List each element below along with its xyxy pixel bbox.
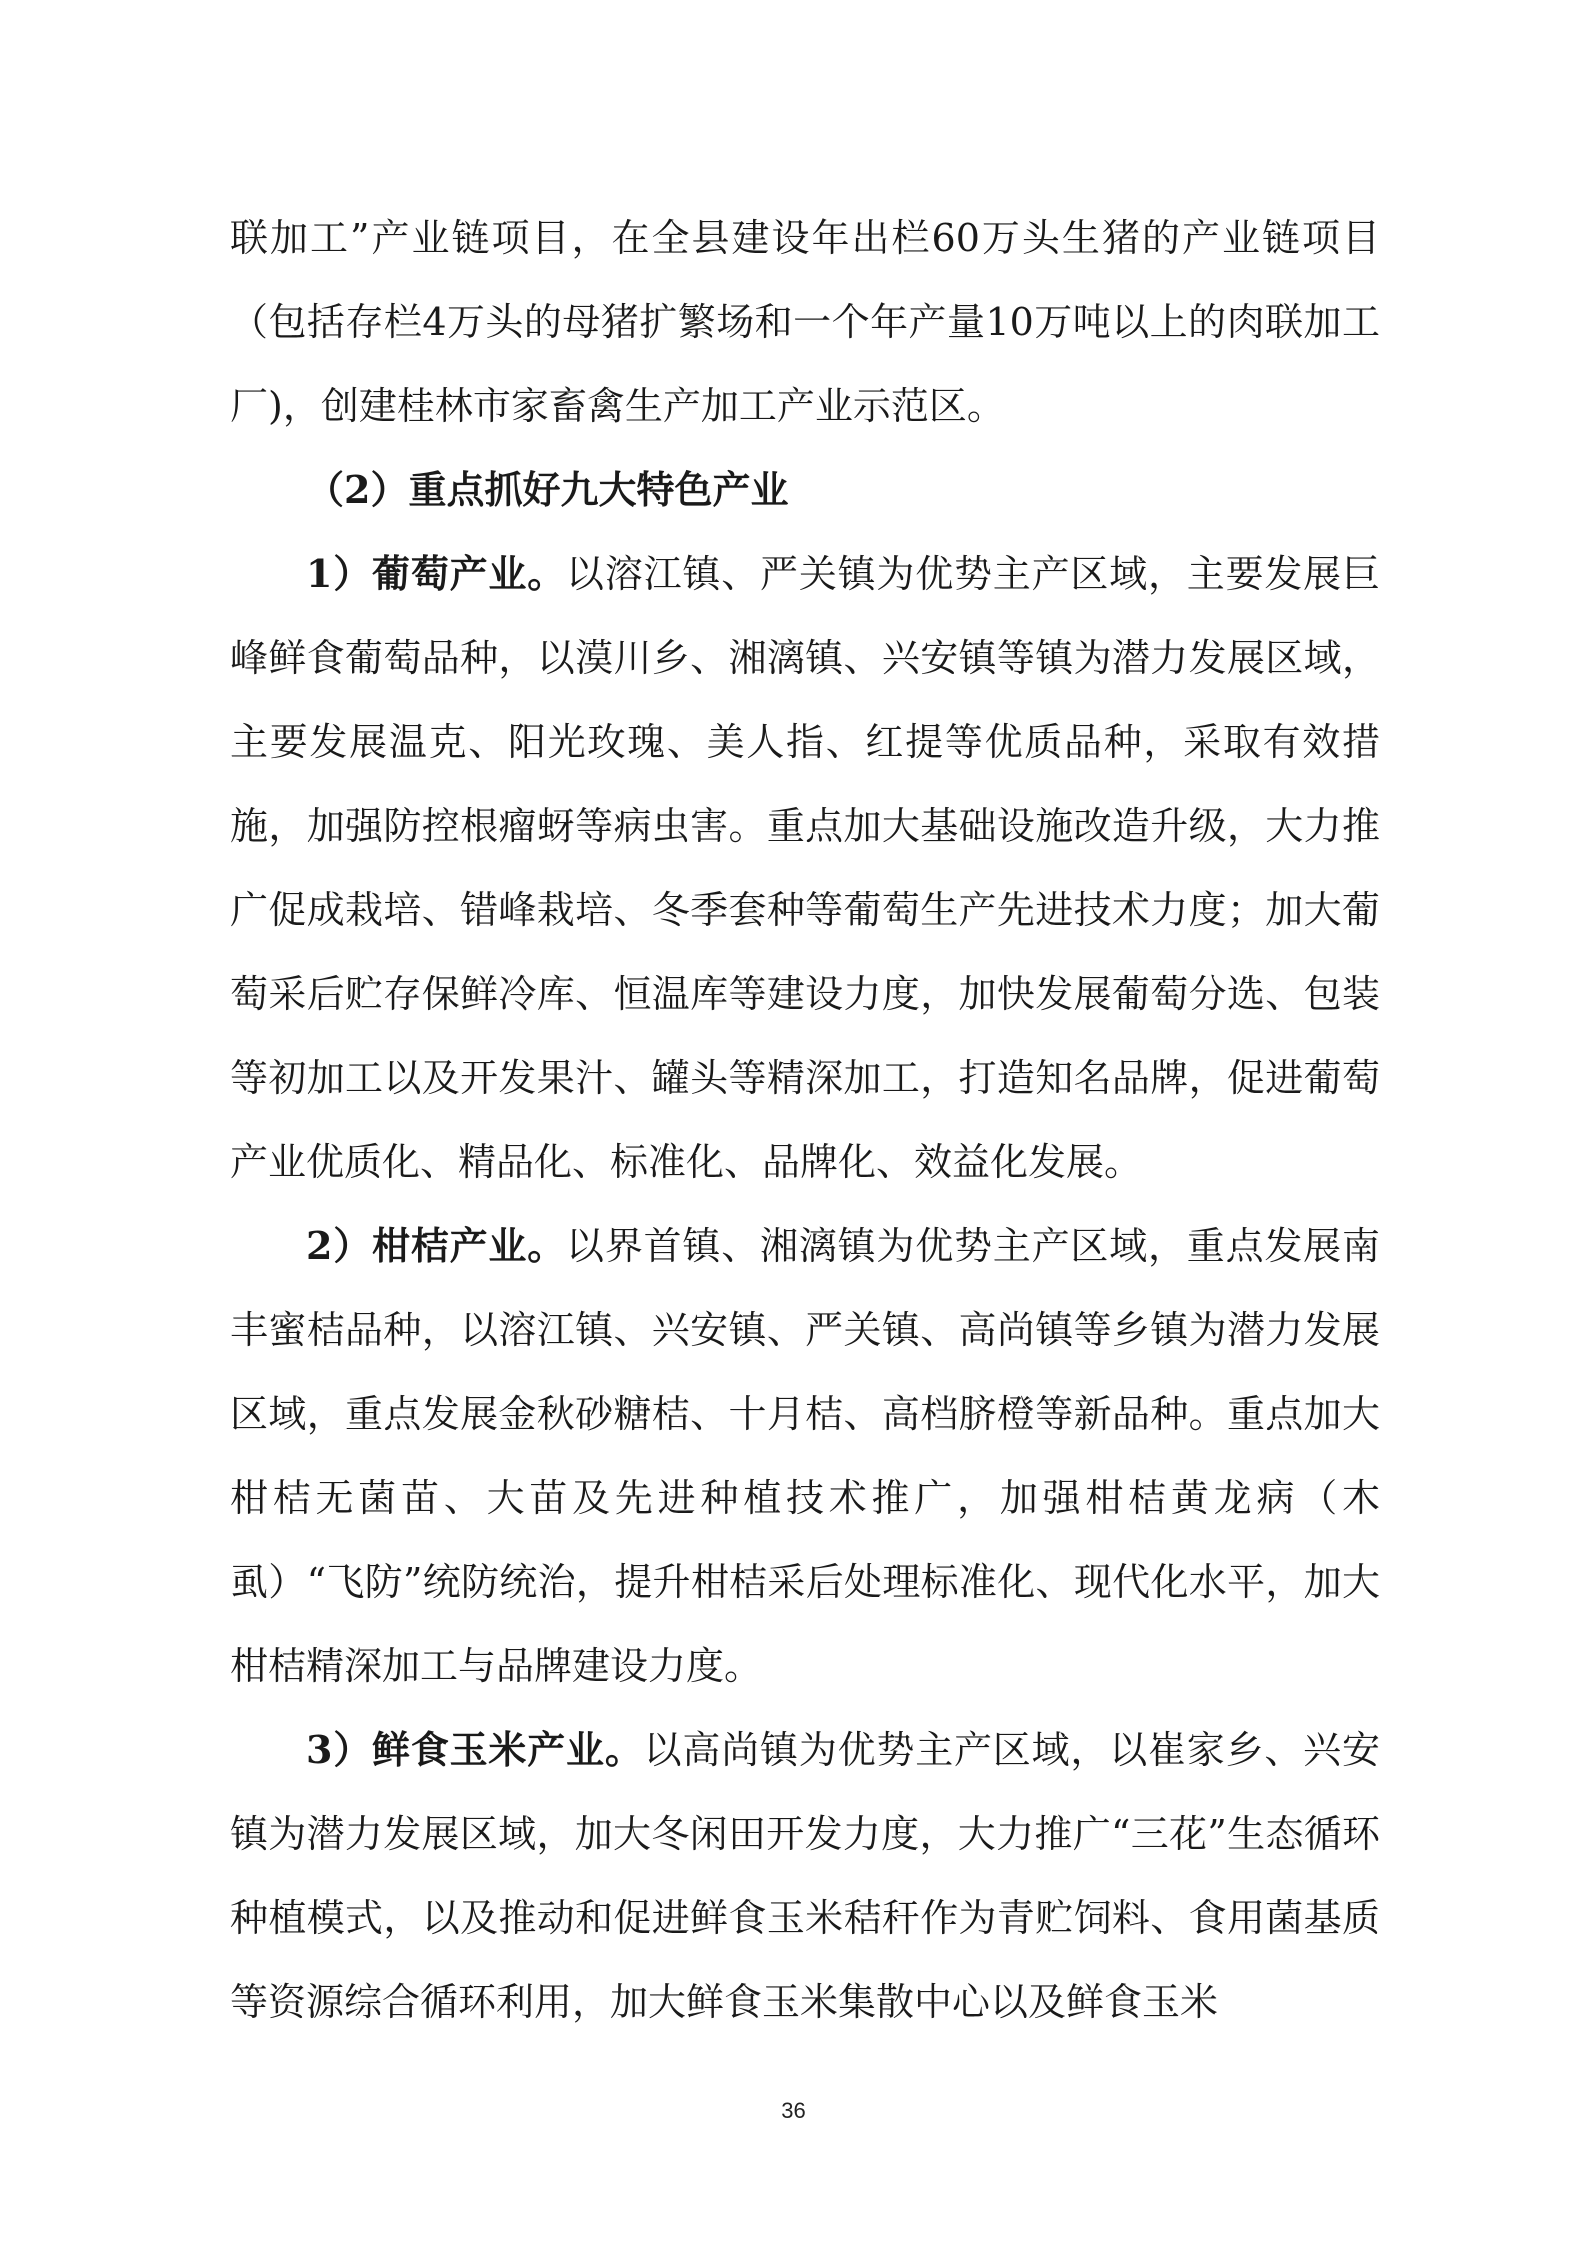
paragraph-corn-lead: 3）鲜食玉米产业。 xyxy=(306,1727,644,1772)
section-heading: （2）重点抓好九大特色产业 xyxy=(306,467,789,512)
paragraph-corn xyxy=(230,1708,1380,2044)
body-text xyxy=(230,196,1380,2044)
paragraph-grape-body: 以溶江镇、严关镇为优势主产区域，主要发展巨峰鲜食葡萄品种，以漠川乡、湘漓镇、兴安镇等镇为潜力发展区域，主要发展温克、阳光玫瑰、美人指、红提等优质品种，采取有效措施，加强防控根瘤蚜等病虫害。重点加大基础设施改造升级，大力推广促成栽培、错峰栽培、冬季套种等葡萄生产先进技术力度；加大葡萄采后贮存保鲜冷库、恒温库等建设力度，加快发展葡萄分选、包装等初加工以及开发果汁、罐头等精深加工，打造知名品牌，促进葡萄产业优质化、精品化、标准化、品牌化、效益化发展。 xyxy=(230,552,1380,1184)
paragraph-continuation: 联加工”产业链项目，在全县建设年出栏60万头生猪的产业链项目（包括存栏4万头的母猪扩繁场和一个年产量10万吨以上的肉联加工厂)，创建桂林市家畜禽生产加工产业示范区。 xyxy=(230,216,1380,428)
paragraph-corn-body: 以高尚镇为优势主产区域，以崔家乡、兴安镇为潜力发展区域，加大冬闲田开发力度，大力推广“三花”生态循环种植模式，以及推动和促进鲜食玉米秸秆作为青贮饲料、食用菌基质等资源综合循环利用，加大鲜食玉米集散中心以及鲜食玉米 xyxy=(230,1728,1380,2024)
paragraph-grape-lead: 1）葡萄产业。 xyxy=(306,551,567,596)
paragraph-grape xyxy=(230,532,1380,1204)
paragraph-citrus-body: 以界首镇、湘漓镇为优势主产区域，重点发展南丰蜜桔品种，以溶江镇、兴安镇、严关镇、高尚镇等乡镇为潜力发展区域，重点发展金秋砂糖桔、十月桔、高档脐橙等新品种。重点加大柑桔无菌苗、大苗及先进种植技术推广，加强柑桔黄龙病（木虱）“飞防”统防统治，提升柑桔采后处理标准化、现代化水平，加大柑桔精深加工与品牌建设力度。 xyxy=(230,1224,1380,1688)
paragraph-citrus xyxy=(230,1204,1380,1708)
page-number: 36 xyxy=(781,2098,806,2123)
paragraph-citrus-lead: 2）柑桔产业。 xyxy=(306,1223,567,1268)
